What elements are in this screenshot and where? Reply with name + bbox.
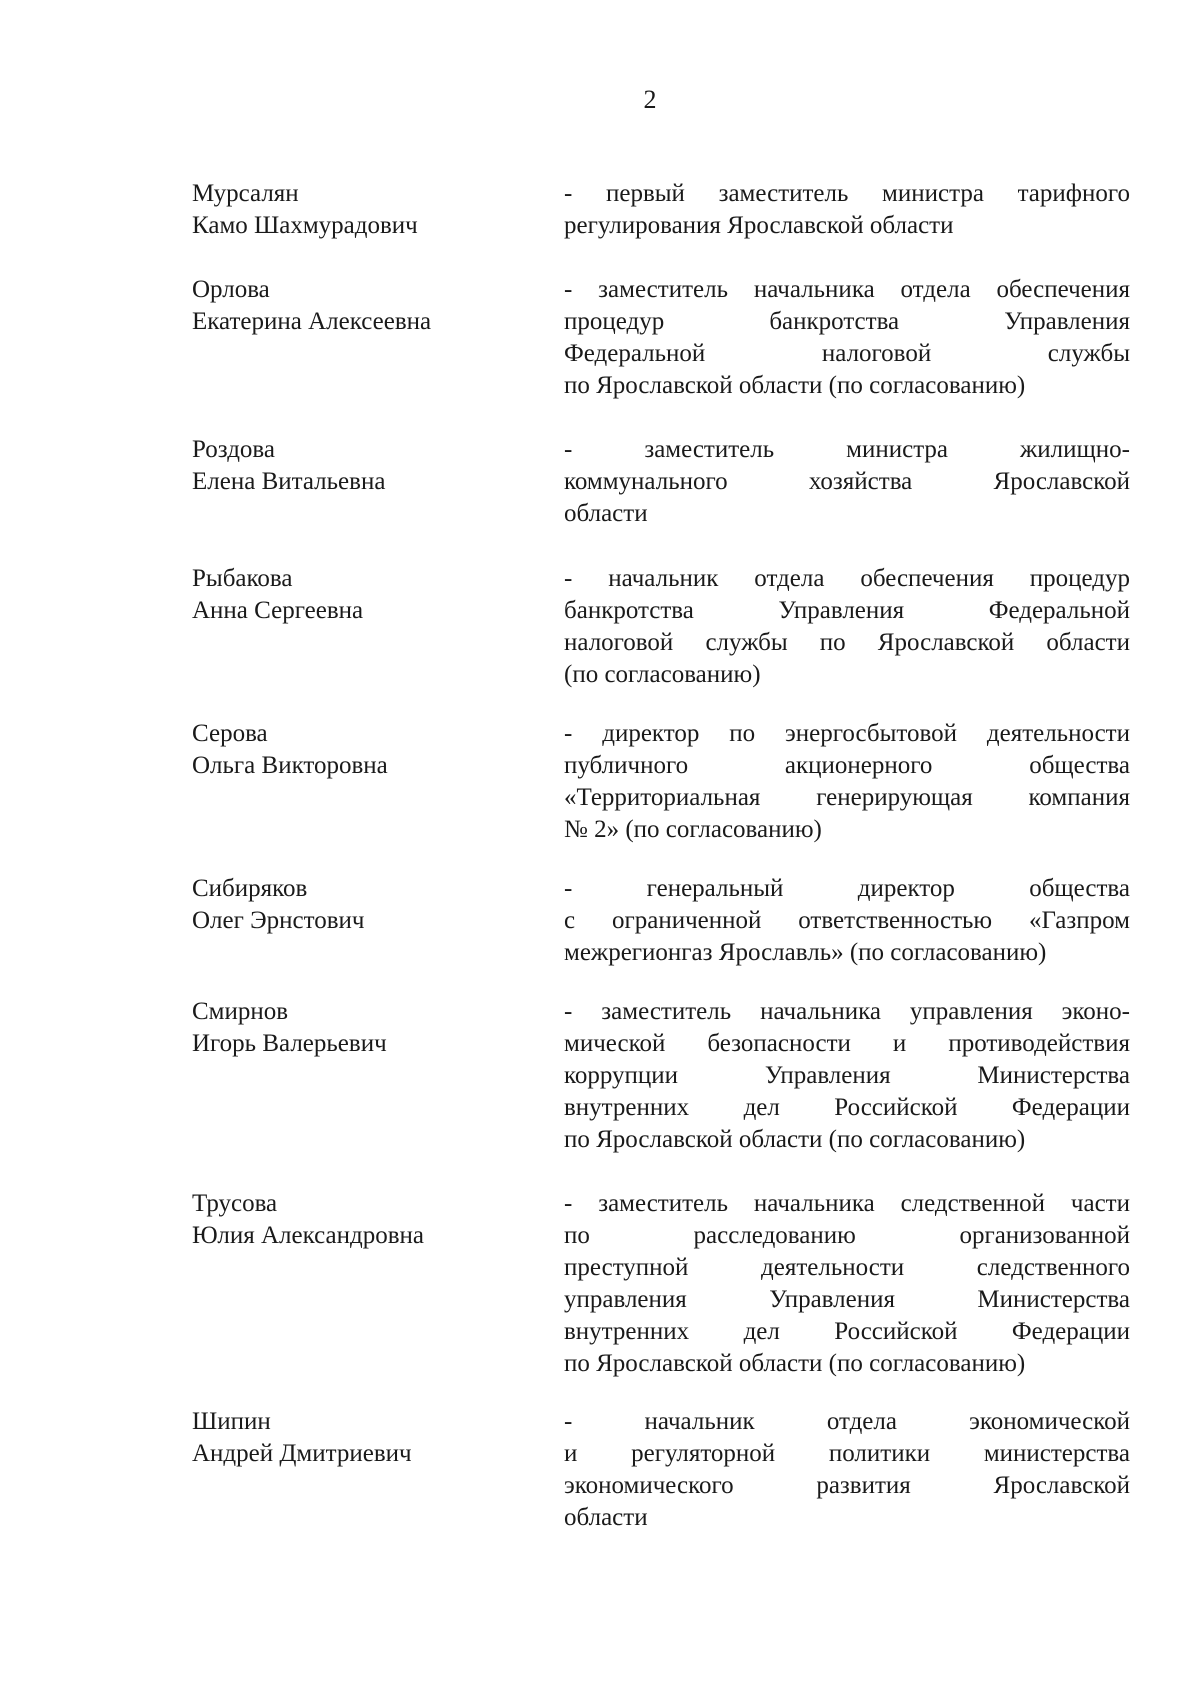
position-line: (по согласованию) (564, 661, 761, 688)
member-name (192, 718, 532, 782)
member-name (192, 873, 532, 937)
member-position (564, 1406, 1130, 1534)
member-surname: Мурсалян (192, 180, 299, 207)
position-line: публичного акционерного общества (564, 752, 1130, 779)
position-line: Федеральной налоговой службы (564, 340, 1130, 367)
position-line: - первый заместитель министра тарифного (564, 180, 1130, 207)
member-name (192, 563, 532, 627)
position-line: экономического развития Ярославской (564, 1472, 1130, 1499)
member-position (564, 178, 1130, 242)
position-line: «Территориальная генерирующая компания (564, 784, 1130, 811)
member-name (192, 1188, 532, 1252)
member-given-names: Андрей Дмитриевич (192, 1440, 412, 1467)
position-line: по расследованию организованной (564, 1222, 1130, 1249)
member-surname: Серова (192, 720, 268, 747)
position-line: по Ярославской области (по согласованию) (564, 372, 1026, 399)
position-line: с ограниченной ответственностью «Газпром (564, 907, 1130, 934)
member-name (192, 1406, 532, 1470)
member-given-names: Анна Сергеевна (192, 597, 364, 624)
position-line: управления Управления Министерства (564, 1286, 1130, 1313)
member-given-names: Олег Эрнстович (192, 907, 365, 934)
position-line: внутренних дел Российской Федерации (564, 1318, 1130, 1345)
position-line: - заместитель начальника отдела обеспечения (564, 276, 1130, 303)
position-line: - заместитель министра жилищно- (564, 436, 1130, 463)
member-position (564, 873, 1130, 969)
member-given-names: Ольга Викторовна (192, 752, 388, 779)
position-line: коррупции Управления Министерства (564, 1062, 1130, 1089)
position-line: банкротства Управления Федеральной (564, 597, 1130, 624)
member-surname: Смирнов (192, 998, 289, 1025)
position-line: № 2» (по согласованию) (564, 816, 822, 843)
member-given-names: Елена Витальевна (192, 468, 386, 495)
position-line: - генеральный директор общества (564, 875, 1130, 902)
member-position (564, 718, 1130, 846)
member-surname: Шипин (192, 1408, 271, 1435)
position-line: по Ярославской области (по согласованию) (564, 1350, 1026, 1377)
position-line: - директор по энергосбытовой деятельности (564, 720, 1130, 747)
position-line: и регуляторной политики министерства (564, 1440, 1130, 1467)
position-line: по Ярославской области (по согласованию) (564, 1126, 1026, 1153)
member-name (192, 434, 532, 498)
member-position (564, 434, 1130, 530)
member-given-names: Игорь Валерьевич (192, 1030, 387, 1057)
position-line: налоговой службы по Ярославской области (564, 629, 1130, 656)
position-line: области (564, 1504, 648, 1531)
position-line: - начальник отдела обеспечения процедур (564, 565, 1130, 592)
member-given-names: Юлия Александровна (192, 1222, 424, 1249)
member-name (192, 274, 532, 338)
member-position (564, 996, 1130, 1156)
page-number: 2 (643, 85, 657, 114)
position-line: регулирования Ярославской области (564, 212, 954, 239)
member-given-names: Екатерина Алексеевна (192, 308, 432, 335)
position-line: внутренних дел Российской Федерации (564, 1094, 1130, 1121)
member-name (192, 178, 532, 242)
position-line: - начальник отдела экономической (564, 1408, 1130, 1435)
position-line: процедур банкротства Управления (564, 308, 1130, 335)
member-position (564, 1188, 1130, 1380)
position-line: - заместитель начальника управления эконо- (564, 998, 1130, 1025)
member-surname: Рыбакова (192, 565, 293, 592)
member-surname: Роздова (192, 436, 275, 463)
member-position (564, 274, 1130, 402)
member-given-names: Камо Шахмурадович (192, 212, 418, 239)
position-line: области (564, 500, 648, 527)
position-line: мической безопасности и противодействия (564, 1030, 1130, 1057)
member-position (564, 563, 1130, 691)
position-line: коммунального хозяйства Ярославской (564, 468, 1130, 495)
member-surname: Орлова (192, 276, 270, 303)
position-line: межрегионгаз Ярославль» (по согласованию) (564, 939, 1047, 966)
position-line: - заместитель начальника следственной части (564, 1190, 1130, 1217)
member-surname: Сибиряков (192, 875, 308, 902)
member-surname: Трусова (192, 1190, 278, 1217)
position-line: преступной деятельности следственного (564, 1254, 1130, 1281)
member-name (192, 996, 532, 1060)
